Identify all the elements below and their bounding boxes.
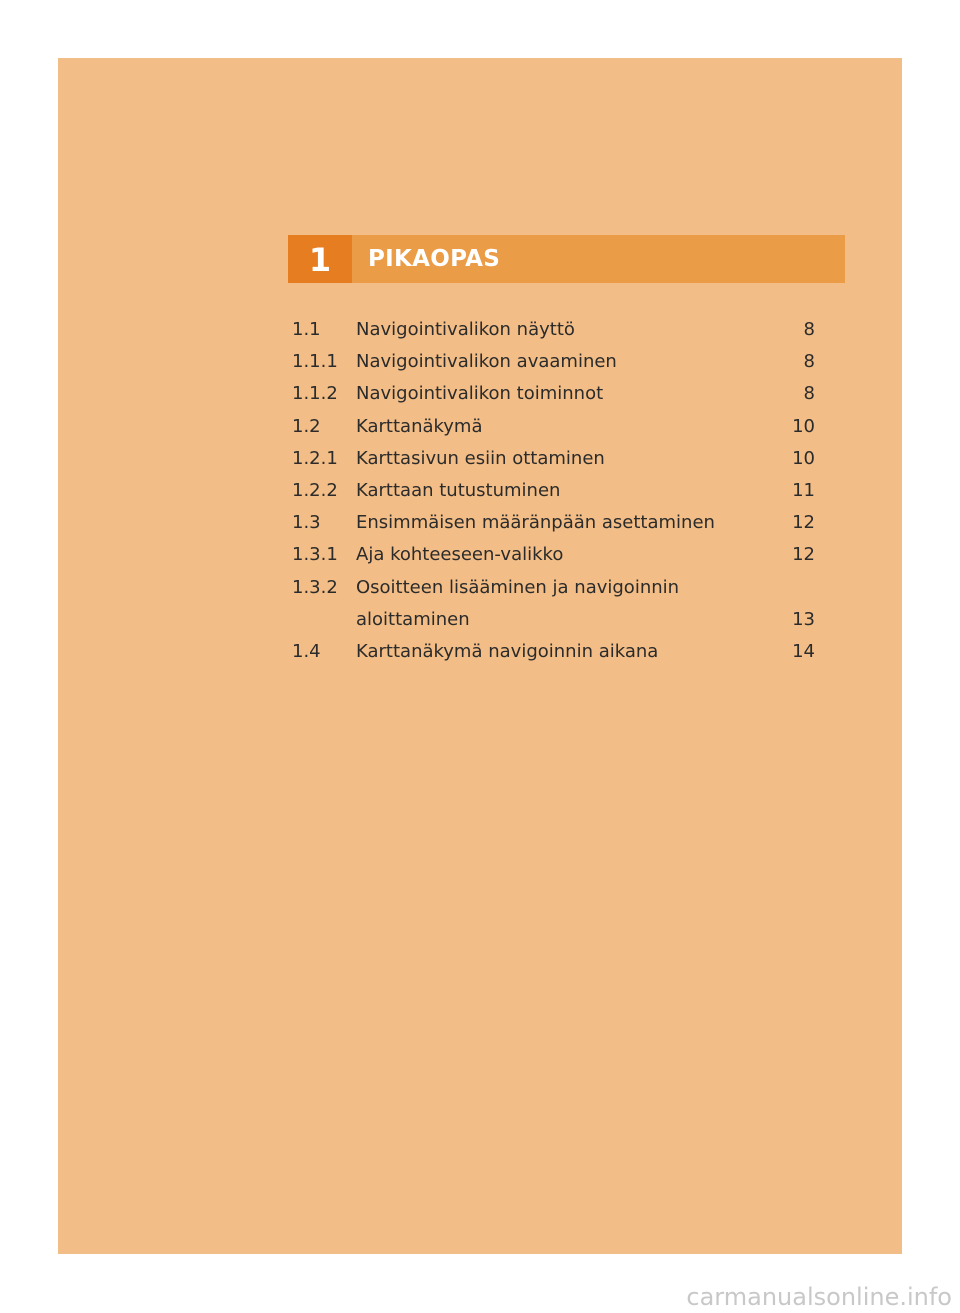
toc-entry-page: 10 bbox=[792, 447, 815, 469]
toc-entry-title: Karttanäkymä bbox=[356, 415, 483, 437]
toc-entry-number: 1.1.2 bbox=[292, 383, 338, 405]
toc-entry[interactable] bbox=[292, 475, 815, 507]
toc-entry-number: 1.1 bbox=[292, 319, 321, 340]
toc-entry[interactable] bbox=[292, 346, 815, 378]
watermark: carmanualsonline.info bbox=[686, 1283, 952, 1311]
toc-entry-number: 1.2.1 bbox=[292, 447, 338, 469]
toc-entry[interactable] bbox=[292, 411, 815, 443]
toc-entry-number: 1.1.1 bbox=[292, 351, 338, 373]
toc-entry[interactable] bbox=[292, 539, 815, 571]
table-of-contents bbox=[292, 314, 815, 668]
toc-entry-page: 12 bbox=[792, 544, 815, 566]
toc-entry-title: Karttasivun esiin ottaminen bbox=[356, 447, 605, 469]
chapter-header bbox=[288, 235, 845, 283]
toc-entry[interactable] bbox=[292, 636, 815, 668]
toc-entry-title: Navigointivalikon avaaminen bbox=[356, 351, 617, 373]
toc-entry-page: 14 bbox=[792, 640, 815, 662]
toc-entry-title: Ensimmäisen määränpään asettaminen bbox=[356, 512, 715, 534]
toc-entry-page: 8 bbox=[803, 383, 815, 405]
toc-entry-title: Navigointivalikon toiminnot bbox=[356, 383, 604, 405]
toc-entry-page: 8 bbox=[803, 351, 815, 373]
toc-entry-number: 1.3.2 bbox=[292, 576, 338, 598]
toc-entry[interactable] bbox=[292, 443, 815, 475]
toc-entry-page: 11 bbox=[792, 479, 815, 501]
toc-entry-title: Navigointivalikon näyttö bbox=[356, 319, 575, 340]
toc-entry-title: Osoitteen lisääminen ja navigoinnin bbox=[356, 576, 680, 598]
toc-entry-number: 1.4 bbox=[292, 640, 321, 662]
toc-entry-number: 1.2 bbox=[292, 415, 321, 437]
toc-entry-page: 8 bbox=[803, 319, 815, 340]
toc-entry-page: 12 bbox=[792, 512, 815, 534]
toc-entry-page: 13 bbox=[792, 608, 815, 630]
toc-entry[interactable] bbox=[292, 507, 815, 539]
chapter-title: PIKAOPAS bbox=[368, 246, 501, 272]
toc-entry-continuation[interactable] bbox=[292, 604, 815, 636]
toc-entry-title: Aja kohteeseen-valikko bbox=[356, 544, 564, 566]
toc-entry-number: 1.2.2 bbox=[292, 479, 338, 501]
toc-entry[interactable] bbox=[292, 572, 815, 604]
toc-entry-title: Karttanäkymä navigoinnin aikana bbox=[356, 640, 659, 662]
toc-entry-title: Karttaan tutustuminen bbox=[356, 479, 561, 501]
toc-entry-number: 1.3 bbox=[292, 512, 321, 534]
toc-entry-page: 10 bbox=[792, 415, 815, 437]
toc-entry[interactable] bbox=[292, 378, 815, 410]
toc-entry-number: 1.3.1 bbox=[292, 544, 338, 566]
toc-entry[interactable] bbox=[292, 314, 815, 346]
chapter-number: 1 bbox=[288, 235, 352, 283]
toc-entry-title: aloittaminen bbox=[356, 608, 470, 630]
